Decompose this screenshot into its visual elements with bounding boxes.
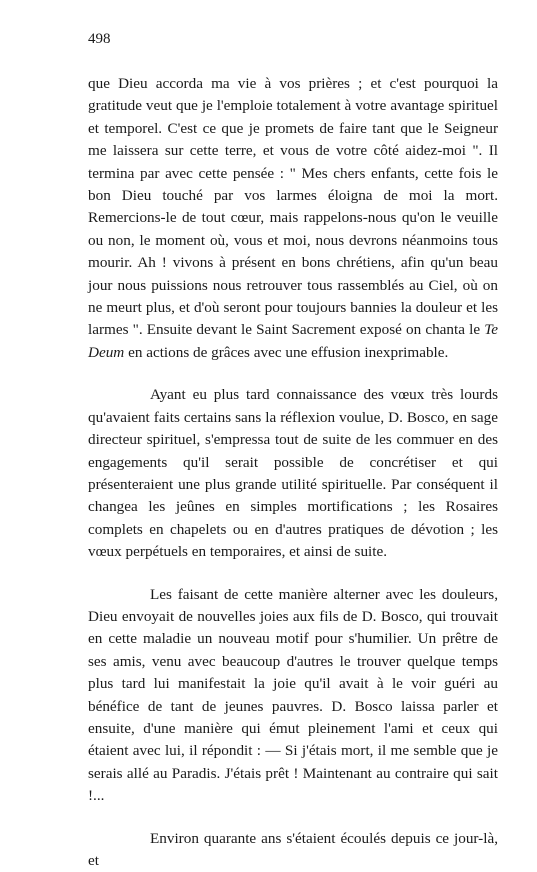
- paragraph-1-text: que Dieu accorda ma vie à vos prières ; et c'est pourquoi la gratitude veut que je l'emploie totalement à votre avantage spirituel et temporel. C'est ce que je promets de faire tant que le Seigneur me laissera sur cette terre, et vous de votre côté aidez-moi ". Il termina par avec cette pensée : " Mes chers enfants, cette fois le bon Dieu touché par vos larmes éloigna de moi la mort. Remercions-le de tout cœur, mais rappelons-nous qu'on le veuille ou non, le moment où, vous et moi, nous devrons néanmoins tous mourir. Ah ! vivons à présent en bons chrétiens, afin qu'un beau jour nous puissions nous retrouver tous rassemblés au Ciel, où on ne meurt plus, et d'où seront pour toujours bannies la douleur et les larmes ". Ensuite devant le Saint Sacrement exposé on chanta le: [88, 75, 498, 339]
- page-number: 498: [88, 31, 111, 47]
- paragraph-1-end: en actions de grâces avec une effusion inexprimable.: [124, 343, 449, 361]
- paragraph-3: Les faisant de cette manière alterner avec les douleurs, Dieu envoyait de nouvelles joies aux fils de D. Bosco, qui trouvait en cette maladie un nouveau motif pour s'humilier. Un prêtre de ses amis, venu avec beaucoup d'autres le trouver quelque temps plus tard lui manifestait la joie qu'il avait à le voir guéri au bénéfice de tant de jeunes pauvres. D. Bosco laissa parler et ensuite, d'une manière qui émut pleinement l'ami et ceux qui étaient avec lui, il répondit : — Si j'étais mort, il me semble que je serais allé au Paradis. J'étais prêt ! Maintenant au contraire qui sait !...: [88, 585, 498, 805]
- paragraph-1-emphasis: Te Deum: [88, 321, 498, 361]
- paragraph-1: [88, 73, 498, 364]
- paragraph-2: Ayant eu plus tard connaissance des vœux très lourds qu'avaient faits certains sans la réflexion voulue, D. Bosco, en sage directeur spirituel, s'empressa tout de suite de les commuer en des engagements qu'il serait possible de concrétiser et qui présenteraient une plus grande utilité spirituelle. Par conséquent il changea les jeûnes en simples mortifications ; les Rosaires complets en chapelets ou en d'autres pratiques de dévotion ; les vœux perpétuels en temporaires, et ainsi de suite.: [88, 386, 498, 561]
- paragraph-4: Environ quarante ans s'étaient écoulés depuis ce jour-là, et: [88, 829, 498, 869]
- body-text: [88, 73, 498, 872]
